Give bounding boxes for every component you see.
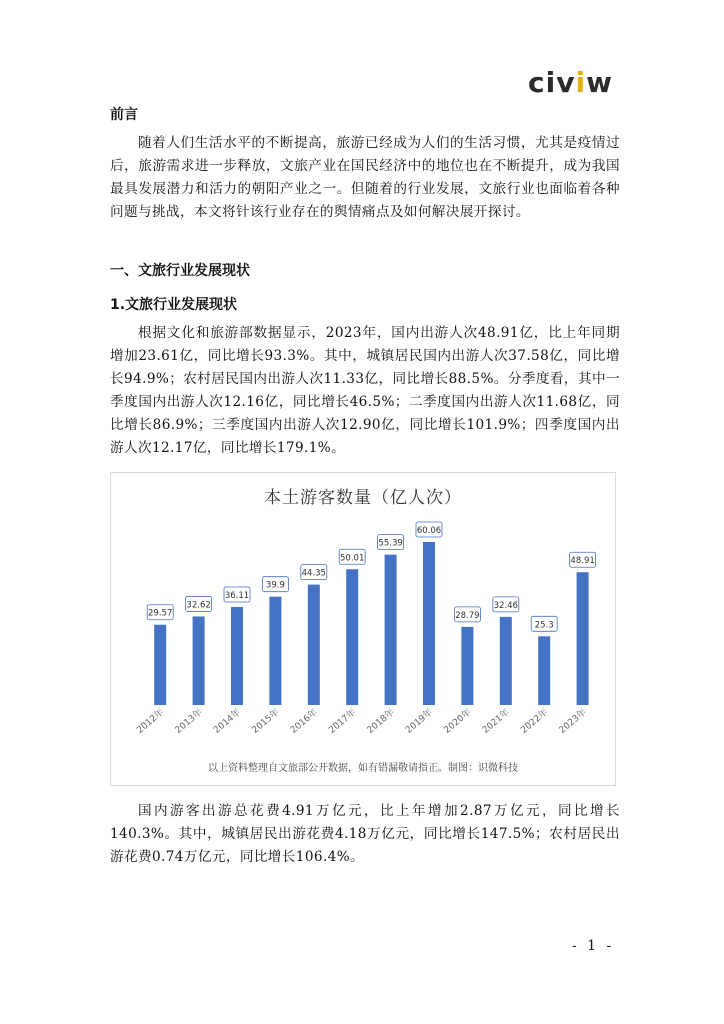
bar-2022年 xyxy=(538,636,550,705)
bar-2023年 xyxy=(577,572,589,705)
data-label: 39.9 xyxy=(265,580,285,591)
data-label: 55.39 xyxy=(378,538,403,549)
x-tick-label: 2020年 xyxy=(442,707,474,736)
preface-paragraph: 随着人们生活水平的不断提高，旅游已经成为人们的生活习惯，尤其是疫情过后，旅游需求进一步释放，文旅产业在国民经济中的地位也在不断提升，成为我国最具发展潜力和活力的朝阳产业之一。但随着的行业发展，文旅行业也面临着各种问题与挑战，本文将针该行业存在的舆情痛点及如何解决展开探讨。 xyxy=(110,135,620,220)
section-heading: 一、文旅行业发展现状 xyxy=(110,263,250,279)
bar-2021年 xyxy=(500,617,512,705)
data-label: 60.06 xyxy=(416,525,442,536)
logo-text-w: w xyxy=(586,66,613,99)
bar-2016年 xyxy=(308,585,320,705)
tourist-count-chart xyxy=(110,472,616,786)
subsection-heading: 1.文旅行业发展现状 xyxy=(110,297,238,313)
data-label: 44.35 xyxy=(301,568,326,579)
x-tick-label: 2021年 xyxy=(480,707,512,736)
page-number: - 1 - xyxy=(572,938,615,954)
data-label: 25.3 xyxy=(534,620,554,631)
x-tick-label: 2023年 xyxy=(557,707,589,736)
x-tick-label: 2017年 xyxy=(327,707,359,736)
x-tick-label: 2013年 xyxy=(173,707,205,736)
tourism-stats-paragraph: 根据文化和旅游部数据显示，2023年，国内出游人次48.91亿，比上年同期增加23.61亿，同比增长93.3%。其中，城镇居民国内出游人次37.58亿，同比增长94.9%；农村居民国内出游人次11.33亿，同比增长88.5%。分季度看，其中一季度国内出游人次12.16亿，同比增长46.5%；二季度国内出游人次11.68亿，同比增长86.9%；三季度国内出游人次12.90亿，同比增长101.9%；四季度国内出游人次12.17亿，同比增长179.1%。 xyxy=(110,325,620,456)
data-label: 29.57 xyxy=(148,608,173,619)
bar-2013年 xyxy=(193,616,205,705)
x-tick-label: 2015年 xyxy=(250,707,282,736)
spending-paragraph: 国内游客出游总花费4.91万亿元，比上年增加2.87万亿元，同比增长140.3%。其中，城镇居民出游花费4.18万亿元，同比增长147.5%；农村居民出游花费0.74万亿元，同比增长106.4%。 xyxy=(110,803,620,865)
x-tick-label: 2018年 xyxy=(365,707,397,736)
bar-chart-svg xyxy=(111,473,615,753)
bar-2015年 xyxy=(269,597,281,705)
bar-2014年 xyxy=(231,607,243,705)
bar-2019年 xyxy=(423,542,435,705)
data-label: 36.11 xyxy=(224,590,250,601)
x-tick-label: 2019年 xyxy=(404,707,435,736)
preface-title: 前言 xyxy=(110,107,138,123)
data-label: 50.01 xyxy=(340,553,365,564)
bar-2018年 xyxy=(385,555,397,705)
x-tick-label: 2016年 xyxy=(288,707,320,736)
data-label: 48.91 xyxy=(570,556,595,567)
x-tick-label: 2022年 xyxy=(519,707,551,736)
data-label: 28.79 xyxy=(455,610,480,621)
x-tick-label: 2014年 xyxy=(212,707,243,736)
bar-2020年 xyxy=(461,627,473,705)
bar-2012年 xyxy=(154,625,166,705)
x-tick-label: 2012年 xyxy=(135,707,167,736)
bar-2017年 xyxy=(346,569,358,705)
data-label: 32.46 xyxy=(493,600,518,611)
chart-source-note: 以上资料整理自文旅部公开数据，如有错漏敬请指正。制图：识微科技 xyxy=(208,763,518,774)
data-label: 32.62 xyxy=(186,600,211,611)
civiw-logo xyxy=(528,66,613,99)
logo-text-civ: civ xyxy=(528,66,576,99)
chart-title: 本土游客数量（亿人次） xyxy=(264,488,462,508)
logo-text-i: i xyxy=(575,66,587,99)
